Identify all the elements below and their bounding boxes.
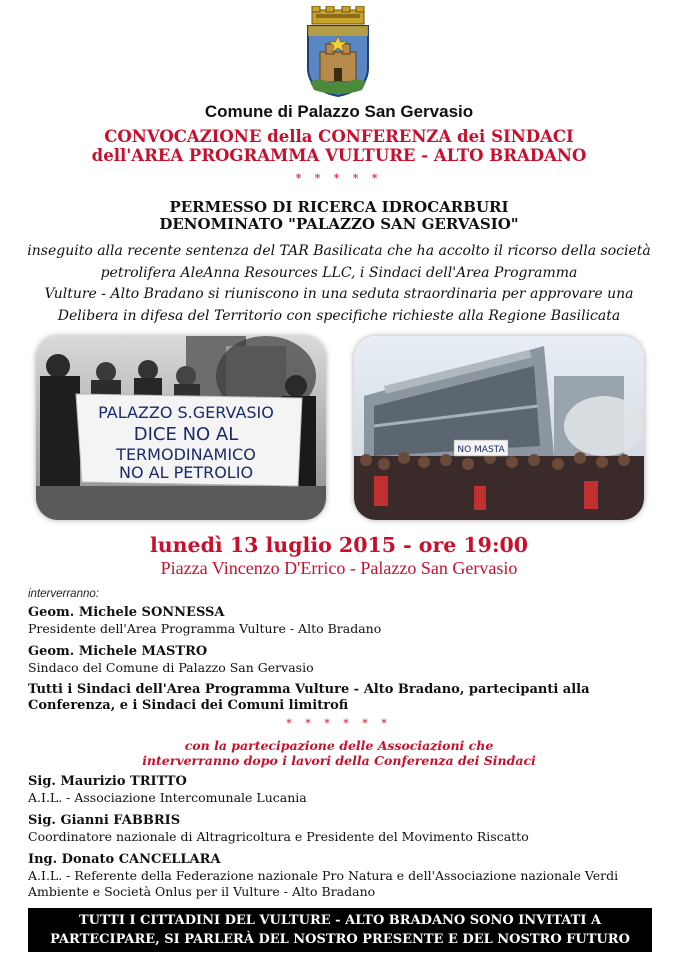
- separator-stars: * * * * *: [295, 172, 383, 185]
- permit-line-1: PERMESSO DI RICERCA IDROCARBURI: [169, 198, 509, 216]
- speaker-name: Geom. Michele MASTRO: [28, 644, 208, 659]
- convocation-line-1: CONVOCAZIONE della CONFERENZA dei SINDACI: [104, 127, 574, 146]
- association-speaker-role: Ambiente e Società Onlus per il Vulture - Alto Bradano: [28, 884, 376, 899]
- protest-photo-left: [36, 336, 326, 520]
- separator-stars-2: * * * * * *: [286, 717, 392, 730]
- associations-line-1: con la partecipazione delle Associazioni che: [184, 738, 494, 753]
- all-mayors-line-1: Tutti i Sindaci dell'Area Programma Vulture - Alto Bradano, partecipanti alla: [28, 682, 590, 697]
- association-speaker-item: [28, 813, 658, 845]
- associations-line-2: interverranno dopo i lavori della Conferenza dei Sindaci: [142, 753, 536, 768]
- crowd-banner-text: NO MASTA: [457, 445, 505, 455]
- association-speaker-item: [28, 774, 658, 806]
- associations-note: [0, 738, 678, 768]
- speakers-label: interverranno:: [28, 588, 99, 600]
- description-line: petrolifera AleAnna Resources LLC, i Sindaci dell'Area Programma: [100, 264, 578, 281]
- description: [0, 241, 678, 327]
- association-speaker-role: A.I.L. - Associazione Intercomunale Lucania: [28, 790, 307, 805]
- all-mayors: [28, 682, 658, 714]
- speaker-role: Sindaco del Comune di Palazzo San Gervasio: [28, 660, 314, 675]
- convocation-line-2: dell'AREA PROGRAMMA VULTURE - ALTO BRADANO: [91, 146, 587, 165]
- association-speaker-item: [28, 852, 658, 900]
- speaker-role: Presidente dell'Area Programma Vulture - Alto Bradano: [28, 621, 382, 636]
- footer-line-1: TUTTI I CITTADINI DEL VULTURE - ALTO BRADANO SONO INVITATI A: [78, 913, 602, 928]
- speaker-name: Geom. Michele SONNESSA: [28, 605, 225, 620]
- description-line: Delibera in difesa del Territorio con specifiche richieste alla Regione Basilicata: [57, 307, 621, 324]
- description-line: inseguito alla recente sentenza del TAR Basilicata che ha accolto il ricorso della società: [27, 243, 651, 259]
- banner-line-2: DICE NO AL: [133, 424, 239, 445]
- speaker-item: [28, 605, 658, 637]
- permit-line-2: DENOMINATO "PALAZZO SAN GERVASIO": [159, 215, 519, 233]
- protest-photo-right: [354, 336, 644, 520]
- description-line: Vulture - Alto Bradano si riuniscono in una seduta straordinaria per approvare una: [44, 286, 634, 302]
- association-speaker-name: Sig. Gianni FABBRIS: [28, 813, 181, 828]
- convocation-title: [0, 127, 678, 165]
- footer-line-2: PARTECIPARE, SI PARLERÀ DEL NOSTRO PRESENTE E DEL NOSTRO FUTURO: [50, 932, 630, 947]
- all-mayors-line-2: Conferenza, e i Sindaci dei Comuni limitrofi: [28, 698, 349, 713]
- speaker-item: [28, 644, 658, 676]
- permit-title: [0, 199, 678, 233]
- banner-line-3: TERMODINAMICO: [116, 445, 256, 464]
- association-speaker-name: Ing. Donato CANCELLARA: [28, 852, 221, 867]
- municipality-title: Comune di Palazzo San Gervasio: [204, 102, 474, 121]
- banner-line-4: NO AL PETROLIO: [118, 463, 254, 482]
- event-date: lunedì 13 luglio 2015 - ore 19:00: [149, 533, 529, 557]
- footer-banner: [28, 908, 652, 952]
- banner-line-1: PALAZZO S.GERVASIO: [98, 403, 274, 422]
- event-place: Piazza Vincenzo D'Errico - Palazzo San Gervasio: [160, 558, 518, 578]
- coat-of-arms-icon: [302, 6, 374, 98]
- association-speaker-name: Sig. Maurizio TRITTO: [28, 774, 187, 789]
- association-speaker-role: A.I.L. - Referente della Federazione nazionale Pro Natura e dell'Associazione nazionale Verdi: [28, 868, 619, 883]
- association-speaker-role: Coordinatore nazionale di Altragricoltura e Presidente del Movimento Riscatto: [28, 829, 529, 844]
